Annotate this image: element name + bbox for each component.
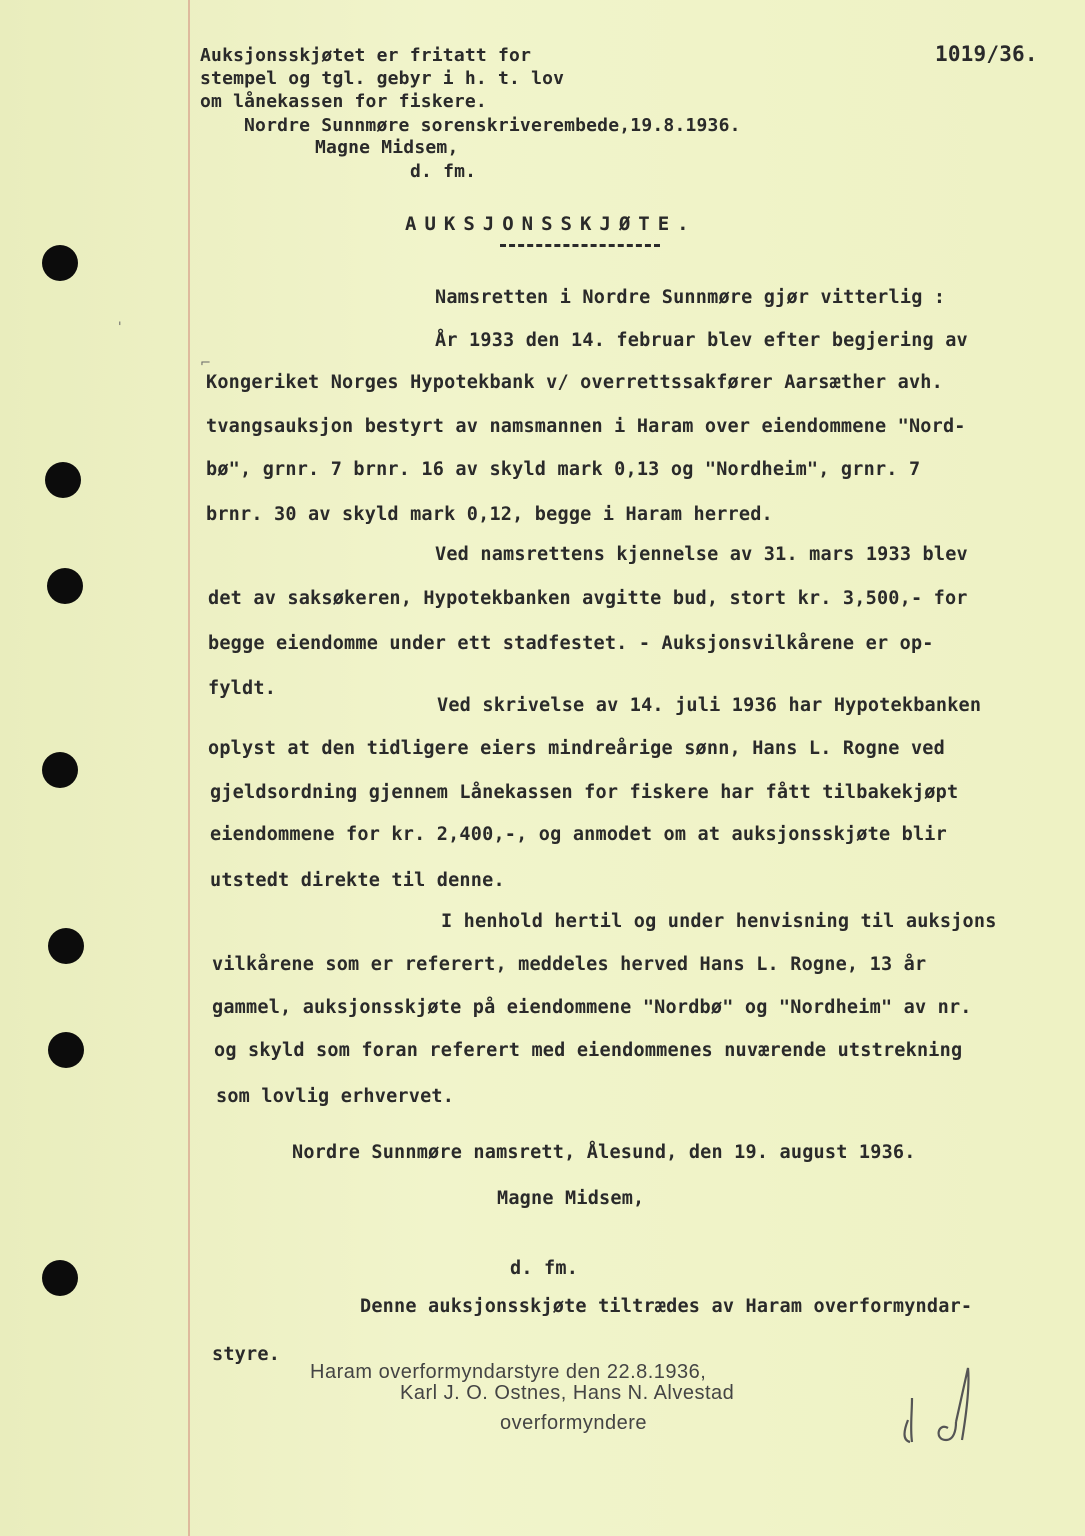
body-line: Ved namsrettens kjennelse av 31. mars 1933 blev bbox=[435, 544, 968, 565]
body-line: brnr. 30 av skyld mark 0,12, begge i Haram herred. bbox=[206, 504, 773, 525]
header-signer-title: d. fm. bbox=[410, 161, 477, 182]
body-line: Kongeriket Norges Hypotekbank v/ overrettssakfører Aarsæther avh. bbox=[206, 372, 943, 393]
punch-hole bbox=[48, 1032, 84, 1068]
exemption-line-2: stempel og tgl. gebyr i h. t. lov bbox=[200, 68, 565, 89]
body-line: bø", grnr. 7 brnr. 16 av skyld mark 0,13 og "Nordheim", grnr. 7 bbox=[206, 459, 921, 480]
body-line: det av saksøkeren, Hypotekbanken avgitte bud, stort kr. 3,500,- for bbox=[208, 588, 968, 609]
title-underline bbox=[500, 244, 660, 247]
approval-stamp-line-3: overformyndere bbox=[500, 1412, 648, 1434]
punch-hole bbox=[48, 928, 84, 964]
body-line: begge eiendomme under ett stadfestet. - Auksjonsvilkårene er op- bbox=[208, 633, 934, 654]
document-title: AUKSJONSSKJØTE. bbox=[405, 213, 697, 235]
closing-signer-title: d. fm. bbox=[510, 1258, 579, 1279]
body-line: I henhold hertil og under henvisning til auksjons bbox=[441, 911, 997, 932]
body-line: som lovlig erhvervet. bbox=[216, 1086, 455, 1107]
document-number: 1019/36. bbox=[935, 42, 1038, 66]
body-line: gjeldsordning gjennem Lånekassen for fiskere har fått tilbakekjøpt bbox=[210, 782, 959, 803]
exemption-line-3: om lånekassen for fiskere. bbox=[200, 91, 487, 112]
closing-signer: Magne Midsem, bbox=[497, 1188, 645, 1209]
stray-mark: ' bbox=[118, 320, 122, 335]
body-line: gammel, auksjonsskjøte på eiendommene "Nordbø" og "Nordheim" av nr. bbox=[212, 997, 972, 1018]
signature-initials bbox=[890, 1358, 990, 1448]
margin-rule bbox=[188, 0, 190, 1536]
body-line: utstedt direkte til denne. bbox=[210, 870, 505, 891]
body-line: Namsretten i Nordre Sunnmøre gjør vitterlig : bbox=[435, 287, 946, 308]
body-line: År 1933 den 14. februar blev efter begjering av bbox=[435, 330, 968, 351]
body-line: oplyst at den tidligere eiers mindreårige sønn, Hans L. Rogne ved bbox=[208, 738, 945, 759]
body-line: Ved skrivelse av 14. juli 1936 har Hypotekbanken bbox=[437, 695, 982, 716]
approval-stamp-line-1: Haram overformyndarstyre den 22.8.1936, bbox=[310, 1361, 707, 1383]
punch-hole bbox=[42, 1260, 78, 1296]
exemption-line-1: Auksjonsskjøtet er fritatt for bbox=[200, 45, 532, 66]
punch-hole bbox=[47, 568, 83, 604]
body-line: vilkårene som er referert, meddeles herved Hans L. Rogne, 13 år bbox=[212, 954, 927, 975]
office-line: Nordre Sunnmøre sorenskriverembede,19.8.1936. bbox=[244, 115, 741, 136]
stray-mark: ⌐ bbox=[200, 356, 211, 371]
approval-text-line-2: styre. bbox=[212, 1344, 281, 1365]
punch-hole bbox=[42, 752, 78, 788]
body-line: fyldt. bbox=[208, 678, 277, 699]
punch-hole bbox=[45, 462, 81, 498]
approval-text-line-1: Denne auksjonsskjøte tiltrædes av Haram overformyndar- bbox=[360, 1296, 973, 1317]
body-line: tvangsauksjon bestyrt av namsmannen i Haram over eiendommene "Nord- bbox=[206, 416, 966, 437]
header-signer: Magne Midsem, bbox=[315, 137, 459, 158]
body-line: og skyld som foran referert med eiendommenes nuværende utstrekning bbox=[214, 1040, 963, 1061]
punch-hole bbox=[42, 245, 78, 281]
closing-place-date: Nordre Sunnmøre namsrett, Ålesund, den 19. august 1936. bbox=[292, 1142, 916, 1163]
body-line: eiendommene for kr. 2,400,-, og anmodet om at auksjonsskjøte blir bbox=[210, 824, 947, 845]
approval-stamp-line-2: Karl J. O. Ostnes, Hans N. Alvestad bbox=[400, 1382, 735, 1404]
